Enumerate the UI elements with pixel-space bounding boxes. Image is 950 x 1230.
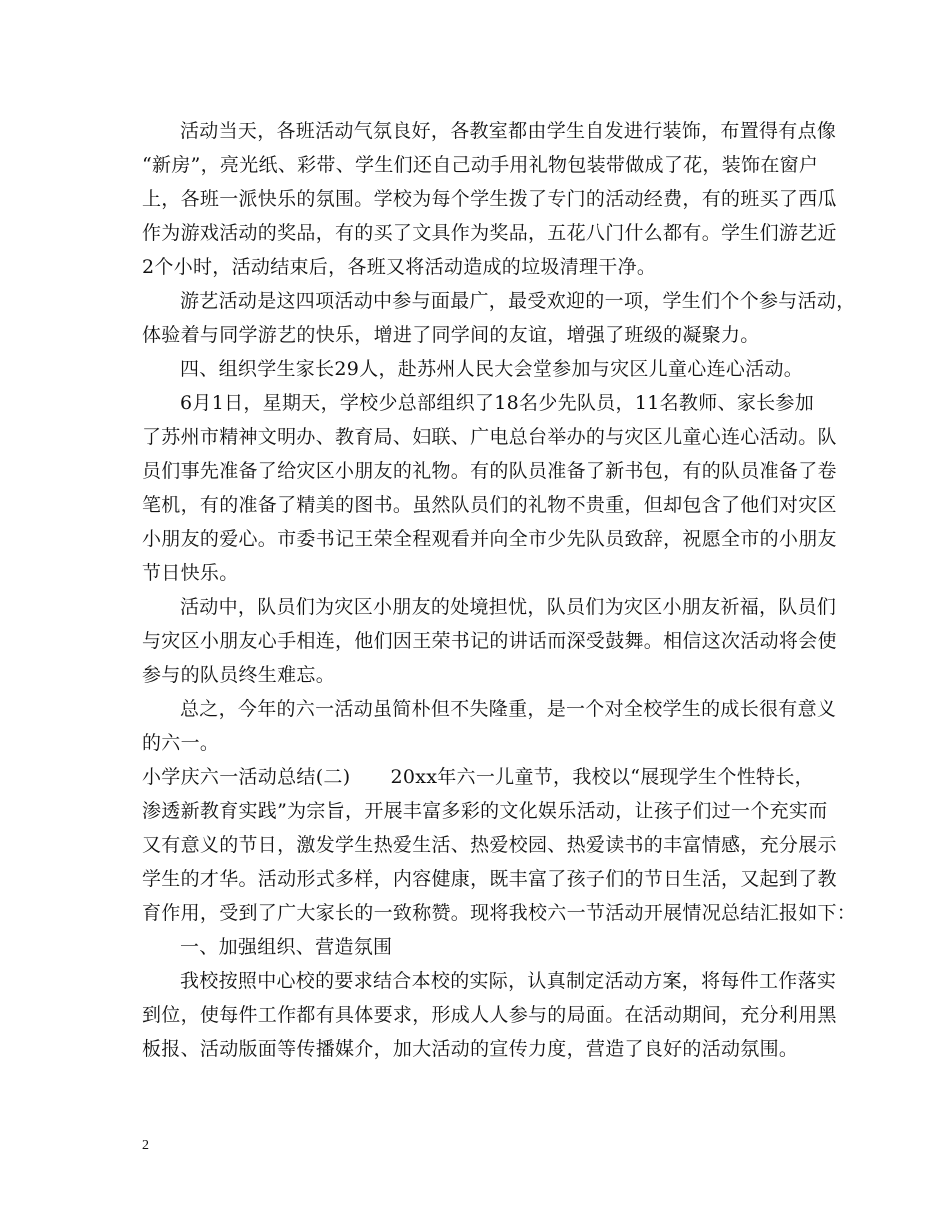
- text-line: “新房”，亮光纸、彩带、学生们还自己动手用礼物包装带做成了花，装饰在窗户: [142, 154, 819, 176]
- text-line: 员们事先准备了给灾区小朋友的礼物。有的队员准备了新书包，有的队员准备了卷: [142, 460, 837, 482]
- text-line: 又有意义的节日，激发学生热爱生活、热爱校园、热爱读书的丰富情感，充分展示: [142, 834, 837, 856]
- text-line: 2个小时，活动结束后，各班又将活动造成的垃圾清理干净。: [142, 256, 657, 278]
- text-line: 游艺活动是这四项活动中参与面最广，最受欢迎的一项，学生们个个参与活动，: [180, 290, 856, 312]
- text-line: 小朋友的爱心。市委书记王荣全程观看并向全市少先队员致辞，祝愿全市的小朋友: [142, 528, 837, 550]
- text-line: 我校按照中心校的要求结合本校的实际，认真制定活动方案，将每件工作落实: [180, 970, 837, 992]
- text-line: 总之，今年的六一活动虽简朴但不失隆重，是一个对全校学生的成长很有意义: [180, 698, 837, 720]
- text-line: 的六一。: [142, 732, 220, 754]
- document-page: [142, 114, 857, 1066]
- text-line: 活动中，队员们为灾区小朋友的处境担忧，队员们为灾区小朋友祈福，队员们: [180, 596, 837, 618]
- paragraph-conclusion: [142, 692, 837, 760]
- text-line: 6月1日，星期天，学校少总部组织了18名少先队员，11名教师、家长参加: [180, 392, 815, 414]
- text-line: 到位，使每件工作都有具体要求，形成人人参与的局面。在活动期间，充分利用黑: [142, 1004, 837, 1026]
- text-line: 四、组织学生家长29人，赴苏州人民大会堂参加与灾区儿童心连心活动。: [180, 358, 804, 380]
- section-heading: 小学庆六一活动总结(二): [142, 766, 351, 788]
- paragraph-during-activity: [142, 590, 837, 692]
- section-summary-two: [142, 760, 857, 930]
- text-line: 上，各班一派快乐的氛围。学校为每个学生拨了专门的活动经费，有的班买了西瓜: [142, 188, 837, 210]
- paragraph-school-plan: [142, 964, 837, 1066]
- paragraph-games-activity: [142, 284, 856, 352]
- text-line: 参与的队员终生难忘。: [142, 664, 336, 686]
- paragraph-festival-day: [142, 114, 837, 284]
- subheading-strengthen-organization: 一、加强组织、营造氛围: [180, 936, 393, 958]
- text-line: 与灾区小朋友心手相连，他们因王荣书记的讲话而深受鼓舞。相信这次活动将会使: [142, 630, 837, 652]
- page-number: 2: [142, 1138, 149, 1153]
- text-line: 板报、活动版面等传播媒介，加大活动的宣传力度，营造了良好的活动氛围。: [142, 1038, 799, 1060]
- text-line: 学生的才华。活动形式多样，内容健康，既丰富了孩子们的节日生活，又起到了教: [142, 868, 837, 890]
- text-line: 渗透新教育实践”为宗旨，开展丰富多彩的文化娱乐活动，让孩子们过一个充实而: [142, 800, 828, 822]
- text-line: 活动当天，各班活动气氛良好，各教室都由学生自发进行装饰，布置得有点像: [180, 120, 837, 142]
- text-line: 了苏州市精神文明办、教育局、妇联、广电总台举办的与灾区儿童心连心活动。队: [142, 426, 837, 448]
- section-intro-text: 20xx年六一儿童节，我校以“展现学生个性特长，: [390, 766, 814, 788]
- text-line: 体验着与同学游艺的快乐，增进了同学间的友谊，增强了班级的凝聚力。: [142, 324, 760, 346]
- text-line: 节日快乐。: [142, 562, 239, 584]
- text-line: 笔机，有的准备了精美的图书。虽然队员们的礼物不贵重，但却包含了他们对灾区: [142, 494, 837, 516]
- paragraph-june-first: [142, 386, 837, 590]
- text-line: 作为游戏活动的奖品，有的买了文具作为奖品，五花八门什么都有。学生们游艺近: [142, 222, 837, 244]
- paragraph-item-four: [142, 352, 832, 386]
- section-first-line: [142, 760, 832, 794]
- text-line: 育作用，受到了广大家长的一致称赞。现将我校六一节活动开展情况总结汇报如下：: [142, 902, 857, 924]
